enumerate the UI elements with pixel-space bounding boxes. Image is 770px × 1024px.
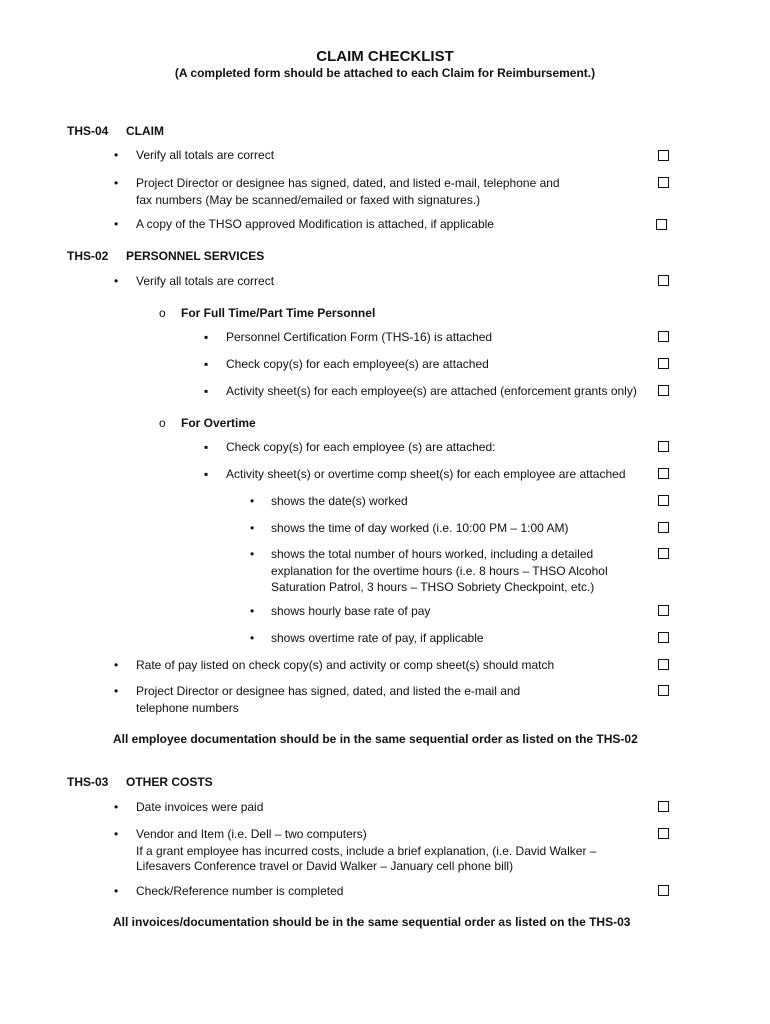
bullet: • [114, 884, 119, 898]
claim-item-verify-totals: Verify all totals are correct [136, 148, 275, 162]
checkbox[interactable] [658, 331, 669, 342]
checkbox[interactable] [658, 548, 669, 559]
fulltime-item-activity-sheet: Activity sheet(s) for each employee(s) are attached (enforcement grants only) [226, 384, 637, 398]
claim-item-modification: A copy of the THSO approved Modification is attached, if applicable [136, 217, 494, 231]
checkbox[interactable] [658, 150, 669, 161]
bullet: • [114, 658, 119, 672]
checkbox[interactable] [656, 219, 667, 230]
overtime-item-check-copy: Check copy(s) for each employee (s) are attached: [226, 440, 496, 454]
other-item-grant-employee: If a grant employee has incurred costs, include a brief explanation, (i.e. David Walker – [136, 844, 597, 858]
checkbox[interactable] [658, 522, 669, 533]
checkbox[interactable] [658, 358, 669, 369]
checkbox[interactable] [658, 801, 669, 812]
section-code-ths04: THS-04 [67, 124, 109, 138]
bullet: • [250, 521, 255, 535]
overtime-sub-hours-cont2: Saturation Patrol, 3 hours – THSO Sobriety Checkpoint, etc.) [271, 580, 595, 594]
overtime-heading: For Overtime [181, 416, 256, 430]
square-bullet: ▪ [204, 384, 209, 398]
section-code-ths03: THS-03 [67, 775, 109, 789]
overtime-sub-hours-cont1: explanation for the overtime hours (i.e. 8 hours – THSO Alcohol [271, 564, 608, 578]
circle-bullet: o [159, 416, 166, 430]
square-bullet: ▪ [204, 467, 209, 481]
checkbox[interactable] [658, 441, 669, 452]
overtime-sub-overtime-rate: shows overtime rate of pay, if applicable [271, 631, 484, 645]
bullet: • [250, 494, 255, 508]
section-name-personnel: PERSONNEL SERVICES [126, 249, 265, 263]
section-name-claim: CLAIM [126, 124, 164, 138]
checkbox[interactable] [658, 885, 669, 896]
section-name-other: OTHER COSTS [126, 775, 213, 789]
bullet: • [114, 176, 119, 190]
checkbox[interactable] [658, 275, 669, 286]
checkbox[interactable] [658, 828, 669, 839]
personnel-verify-totals: Verify all totals are correct [136, 274, 275, 288]
claim-item-director-signed-cont: fax numbers (May be scanned/emailed or faxed with signatures.) [136, 193, 481, 207]
square-bullet: ▪ [204, 330, 209, 344]
fulltime-item-check-copy: Check copy(s) for each employee(s) are attached [226, 357, 489, 371]
bullet: • [250, 604, 255, 618]
overtime-sub-dates: shows the date(s) worked [271, 494, 408, 508]
bullet: • [250, 631, 255, 645]
other-note: All invoices/documentation should be in the same sequential order as listed on the THS-03 [113, 915, 631, 929]
bullet: • [114, 148, 119, 162]
other-item-invoice-dates: Date invoices were paid [136, 800, 264, 814]
checkbox[interactable] [658, 605, 669, 616]
bullet: • [114, 217, 119, 231]
overtime-item-activity-sheet: Activity sheet(s) or overtime comp sheet(s) for each employee are attached [226, 467, 626, 481]
fulltime-item-cert-form: Personnel Certification Form (THS-16) is attached [226, 330, 493, 344]
page-title: CLAIM CHECKLIST [316, 48, 454, 65]
checkbox[interactable] [658, 685, 669, 696]
other-item-grant-employee-cont: Lifesavers Conference travel or David Walker – January cell phone bill) [136, 859, 514, 873]
overtime-sub-time: shows the time of day worked (i.e. 10:00 PM – 1:00 AM) [271, 521, 569, 535]
square-bullet: ▪ [204, 440, 209, 454]
bullet: • [114, 827, 119, 841]
page-subtitle: (A completed form should be attached to each Claim for Reimbursement.) [174, 66, 596, 80]
bullet: • [114, 800, 119, 814]
personnel-director-signed-cont: telephone numbers [136, 701, 239, 715]
personnel-note: All employee documentation should be in the same sequential order as listed on the THS-02 [113, 732, 638, 746]
checkbox[interactable] [658, 495, 669, 506]
personnel-director-signed: Project Director or designee has signed, dated, and listed the e-mail and [136, 684, 521, 698]
circle-bullet: o [159, 306, 166, 320]
section-code-ths02: THS-02 [67, 249, 109, 263]
checkbox[interactable] [658, 468, 669, 479]
checkbox[interactable] [658, 659, 669, 670]
checkbox[interactable] [658, 177, 669, 188]
personnel-rate-match: Rate of pay listed on check copy(s) and activity or comp sheet(s) should match [136, 658, 555, 672]
checkbox[interactable] [658, 385, 669, 396]
other-item-vendor: Vendor and Item (i.e. Dell – two computers) [136, 827, 367, 841]
overtime-sub-base-rate: shows hourly base rate of pay [271, 604, 431, 618]
other-item-reference-number: Check/Reference number is completed [136, 884, 344, 898]
claim-item-director-signed: Project Director or designee has signed, dated, and listed e-mail, telephone and [136, 176, 560, 190]
overtime-sub-hours: shows the total number of hours worked, including a detailed [271, 547, 594, 561]
bullet: • [250, 547, 255, 561]
checkbox[interactable] [658, 632, 669, 643]
bullet: • [114, 274, 119, 288]
square-bullet: ▪ [204, 357, 209, 371]
bullet: • [114, 684, 119, 698]
fulltime-heading: For Full Time/Part Time Personnel [181, 306, 376, 320]
